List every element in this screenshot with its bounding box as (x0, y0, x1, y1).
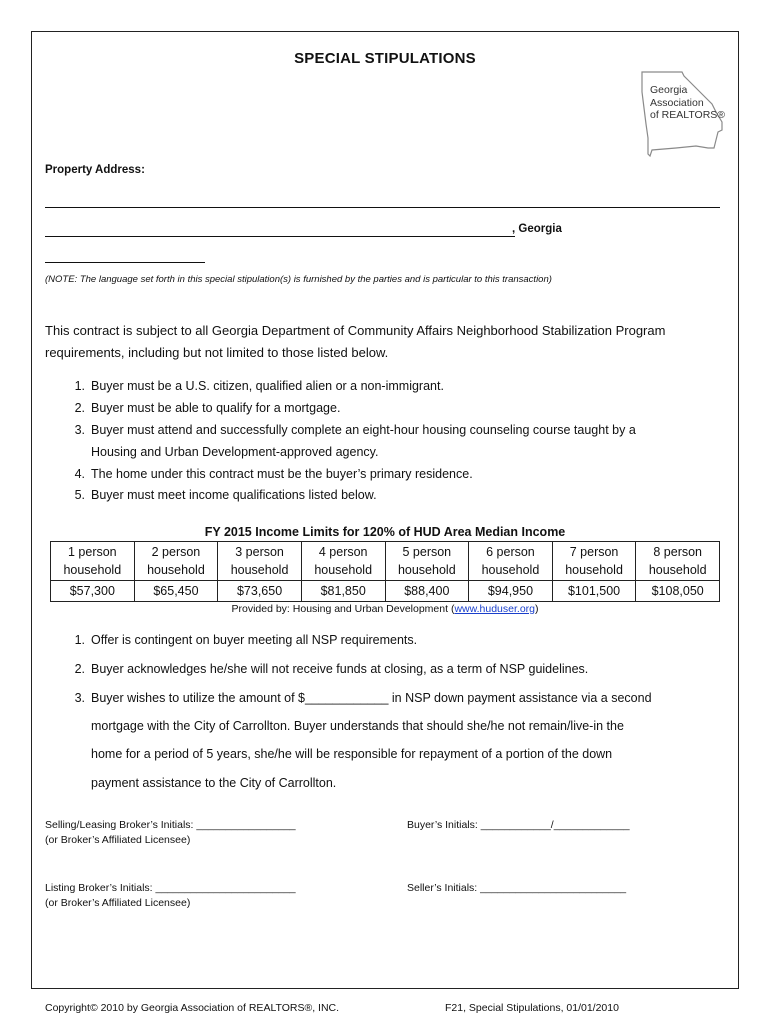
table-cell: $88,400 (385, 581, 469, 602)
seller-initials[interactable]: Seller’s Initials: _________________________ (407, 882, 627, 894)
table-header-cell: 7 person household (552, 542, 636, 581)
intro-paragraph (45, 320, 735, 364)
footer-copyright: Copyright© 2010 by Georgia Association of REALTORS®, INC. (45, 1002, 340, 1014)
logo-line-2: Association (650, 96, 704, 109)
table-cell: $101,500 (552, 581, 636, 602)
logo-text (650, 84, 725, 122)
table-header-cell: 5 person household (385, 542, 469, 581)
table-header-cell: 4 person household (301, 542, 385, 581)
table-source: Provided by: Housing and Urban Development (www.huduser.org) (231, 603, 539, 615)
table-cell: $57,300 (51, 581, 135, 602)
huduser-link[interactable]: www.huduser.org (454, 603, 535, 615)
georgia-suffix: , Georgia (512, 223, 562, 235)
buyer-initials[interactable]: Buyer’s Initials: ____________/_____________ (407, 819, 630, 831)
address-line-3[interactable] (45, 261, 205, 263)
address-line-1[interactable] (45, 206, 720, 208)
address-line-2[interactable] (45, 235, 515, 237)
footer-form-id: F21, Special Stipulations, 01/01/2010 (445, 1002, 619, 1014)
selling-broker-initials[interactable]: Selling/Leasing Broker’s Initials: _________________ (or Broker’s Affiliated Licensee) (45, 819, 296, 846)
table-header-cell: 2 person household (134, 542, 218, 581)
table-cell: $108,050 (636, 581, 720, 602)
table-cell: $65,450 (134, 581, 218, 602)
table-header-cell: 6 person household (469, 542, 553, 581)
intro-line-2: requirements, including but not limited to those listed below. (45, 345, 389, 360)
table-cell: $73,650 (218, 581, 302, 602)
table-header-row (51, 542, 720, 581)
table-header-cell: 8 person household (636, 542, 720, 581)
income-limits-table (50, 541, 720, 602)
table-header-cell: 1 person household (51, 542, 135, 581)
income-table-title: FY 2015 Income Limits for 120% of HUD Area Median Income (204, 525, 566, 539)
table-header-cell: 3 person household (218, 542, 302, 581)
intro-line-1: This contract is subject to all Georgia Department of Community Affairs Neighborhood Stabilization Program (45, 323, 666, 338)
logo-line-1: Georgia (650, 84, 688, 96)
listing-broker-initials[interactable]: Listing Broker’s Initials: ________________________ (or Broker’s Affiliated Licensee) (45, 882, 296, 909)
table-cell: $81,850 (301, 581, 385, 602)
document-title: SPECIAL STIPULATIONS (294, 50, 476, 67)
table-cell: $94,950 (469, 581, 553, 602)
table-row (51, 581, 720, 602)
property-address-label: Property Address: (45, 164, 145, 176)
logo-line-3: of REALTORS® (650, 109, 726, 121)
note-text: (NOTE: The language set forth in this special stipulation(s) is furnished by the parties and is particular to this transaction) (45, 274, 552, 285)
